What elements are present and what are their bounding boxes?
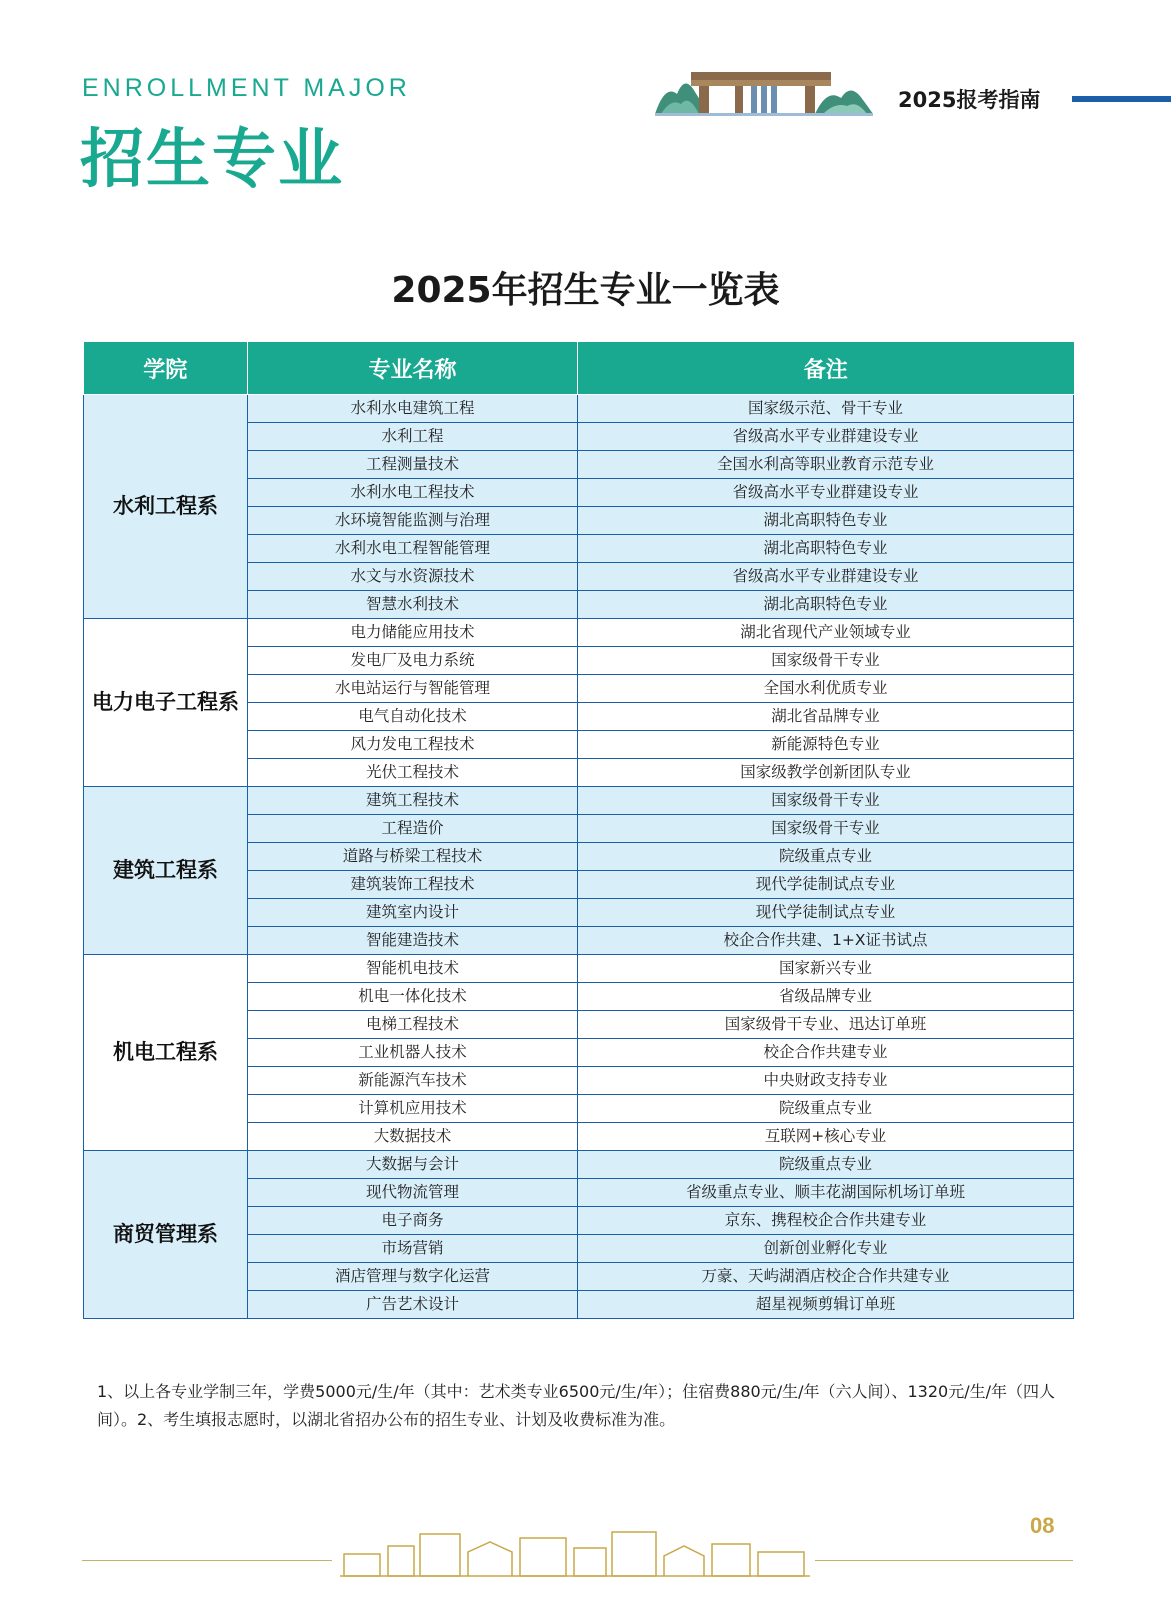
note-cell: 湖北省品牌专业 bbox=[578, 703, 1074, 731]
note-cell: 国家级骨干专业 bbox=[578, 815, 1074, 843]
major-cell: 光伏工程技术 bbox=[248, 759, 578, 787]
table-row bbox=[84, 787, 1074, 815]
note-cell: 超星视频剪辑订单班 bbox=[578, 1291, 1074, 1319]
table-row bbox=[84, 619, 1074, 647]
dept-group bbox=[84, 955, 1074, 1151]
note-cell: 湖北省现代产业领域专业 bbox=[578, 619, 1074, 647]
major-cell: 水文与水资源技术 bbox=[248, 563, 578, 591]
table-row bbox=[84, 1151, 1074, 1179]
note-cell: 省级高水平专业群建设专业 bbox=[578, 423, 1074, 451]
chinese-section-title: 招生专业 bbox=[80, 123, 344, 197]
major-cell: 发电厂及电力系统 bbox=[248, 647, 578, 675]
table-title: 2025年招生专业一览表 bbox=[391, 270, 780, 311]
dept-group bbox=[84, 395, 1074, 619]
campus-skyline-illustration bbox=[340, 1528, 810, 1578]
note-cell: 国家新兴专业 bbox=[578, 955, 1074, 983]
major-cell: 智能机电技术 bbox=[248, 955, 578, 983]
note-cell: 国家级骨干专业、迅达订单班 bbox=[578, 1011, 1074, 1039]
note-cell: 省级品牌专业 bbox=[578, 983, 1074, 1011]
note-cell: 互联网+核心专业 bbox=[578, 1123, 1074, 1151]
major-cell: 建筑工程技术 bbox=[248, 787, 578, 815]
major-cell: 酒店管理与数字化运营 bbox=[248, 1263, 578, 1291]
majors-table bbox=[83, 342, 1074, 1319]
major-cell: 水电站运行与智能管理 bbox=[248, 675, 578, 703]
note-cell: 国家级示范、骨干专业 bbox=[578, 395, 1074, 423]
major-cell: 道路与桥梁工程技术 bbox=[248, 843, 578, 871]
footer-rule-left bbox=[82, 1560, 332, 1561]
note-cell: 国家级骨干专业 bbox=[578, 647, 1074, 675]
dept-cell: 商贸管理系 bbox=[84, 1151, 248, 1319]
campus-gate-illustration bbox=[655, 64, 873, 116]
guide-label: 2025报考指南 bbox=[898, 88, 1041, 112]
note-cell: 湖北高职特色专业 bbox=[578, 535, 1074, 563]
major-cell: 电梯工程技术 bbox=[248, 1011, 578, 1039]
footer-rule-right bbox=[815, 1560, 1073, 1561]
note-cell: 院级重点专业 bbox=[578, 1095, 1074, 1123]
english-section-title: ENROLLMENT MAJOR bbox=[82, 74, 411, 102]
table-header bbox=[84, 342, 1074, 395]
note-cell: 现代学徒制试点专业 bbox=[578, 871, 1074, 899]
footnotes: 1、以上各专业学制三年，学费5000元/生/年（其中：艺术类专业6500元/生/年）；住宿费880元/生/年（六人间）、1320元/生/年（四人间）。2、考生填报志愿时，以湖北省招办公布的招生专业、计划及收费标准为准。 bbox=[97, 1382, 1056, 1429]
major-cell: 水利水电建筑工程 bbox=[248, 395, 578, 423]
note-cell: 校企合作共建、1+X证书试点 bbox=[578, 927, 1074, 955]
major-cell: 市场营销 bbox=[248, 1235, 578, 1263]
major-cell: 智慧水利技术 bbox=[248, 591, 578, 619]
major-cell: 计算机应用技术 bbox=[248, 1095, 578, 1123]
note-cell: 省级高水平专业群建设专业 bbox=[578, 479, 1074, 507]
major-cell: 电力储能应用技术 bbox=[248, 619, 578, 647]
note-cell: 校企合作共建专业 bbox=[578, 1039, 1074, 1067]
note-cell: 湖北高职特色专业 bbox=[578, 507, 1074, 535]
note-cell: 中央财政支持专业 bbox=[578, 1067, 1074, 1095]
note-cell: 国家级骨干专业 bbox=[578, 787, 1074, 815]
table-row bbox=[84, 955, 1074, 983]
major-cell: 建筑室内设计 bbox=[248, 899, 578, 927]
major-cell: 现代物流管理 bbox=[248, 1179, 578, 1207]
major-cell: 建筑装饰工程技术 bbox=[248, 871, 578, 899]
note-cell: 省级重点专业、顺丰花湖国际机场订单班 bbox=[578, 1179, 1074, 1207]
major-cell: 大数据技术 bbox=[248, 1123, 578, 1151]
note-cell: 全国水利高等职业教育示范专业 bbox=[578, 451, 1074, 479]
header-accent-bar bbox=[1072, 96, 1171, 102]
dept-cell: 建筑工程系 bbox=[84, 787, 248, 955]
note-cell: 万豪、天屿湖酒店校企合作共建专业 bbox=[578, 1263, 1074, 1291]
major-cell: 工程造价 bbox=[248, 815, 578, 843]
major-cell: 新能源汽车技术 bbox=[248, 1067, 578, 1095]
table-row bbox=[84, 395, 1074, 423]
dept-group bbox=[84, 1151, 1074, 1319]
note-cell: 全国水利优质专业 bbox=[578, 675, 1074, 703]
note-cell: 现代学徒制试点专业 bbox=[578, 899, 1074, 927]
major-cell: 电子商务 bbox=[248, 1207, 578, 1235]
dept-group bbox=[84, 787, 1074, 955]
major-cell: 广告艺术设计 bbox=[248, 1291, 578, 1319]
major-cell: 工程测量技术 bbox=[248, 451, 578, 479]
major-cell: 水利工程 bbox=[248, 423, 578, 451]
page-number: 08 bbox=[1030, 1513, 1055, 1538]
dept-cell: 水利工程系 bbox=[84, 395, 248, 619]
note-cell: 新能源特色专业 bbox=[578, 731, 1074, 759]
dept-cell: 电力电子工程系 bbox=[84, 619, 248, 787]
major-cell: 风力发电工程技术 bbox=[248, 731, 578, 759]
column-header-dept: 学院 bbox=[84, 342, 248, 395]
note-cell: 省级高水平专业群建设专业 bbox=[578, 563, 1074, 591]
major-cell: 水环境智能监测与治理 bbox=[248, 507, 578, 535]
note-cell: 院级重点专业 bbox=[578, 1151, 1074, 1179]
major-cell: 工业机器人技术 bbox=[248, 1039, 578, 1067]
major-cell: 智能建造技术 bbox=[248, 927, 578, 955]
note-cell: 京东、携程校企合作共建专业 bbox=[578, 1207, 1074, 1235]
note-cell: 湖北高职特色专业 bbox=[578, 591, 1074, 619]
major-cell: 大数据与会计 bbox=[248, 1151, 578, 1179]
major-cell: 机电一体化技术 bbox=[248, 983, 578, 1011]
major-cell: 水利水电工程技术 bbox=[248, 479, 578, 507]
column-header-note: 备注 bbox=[578, 342, 1074, 395]
major-cell: 电气自动化技术 bbox=[248, 703, 578, 731]
column-header-major: 专业名称 bbox=[248, 342, 578, 395]
major-cell: 水利水电工程智能管理 bbox=[248, 535, 578, 563]
note-cell: 国家级教学创新团队专业 bbox=[578, 759, 1074, 787]
note-cell: 创新创业孵化专业 bbox=[578, 1235, 1074, 1263]
dept-cell: 机电工程系 bbox=[84, 955, 248, 1151]
note-cell: 院级重点专业 bbox=[578, 843, 1074, 871]
dept-group bbox=[84, 619, 1074, 787]
